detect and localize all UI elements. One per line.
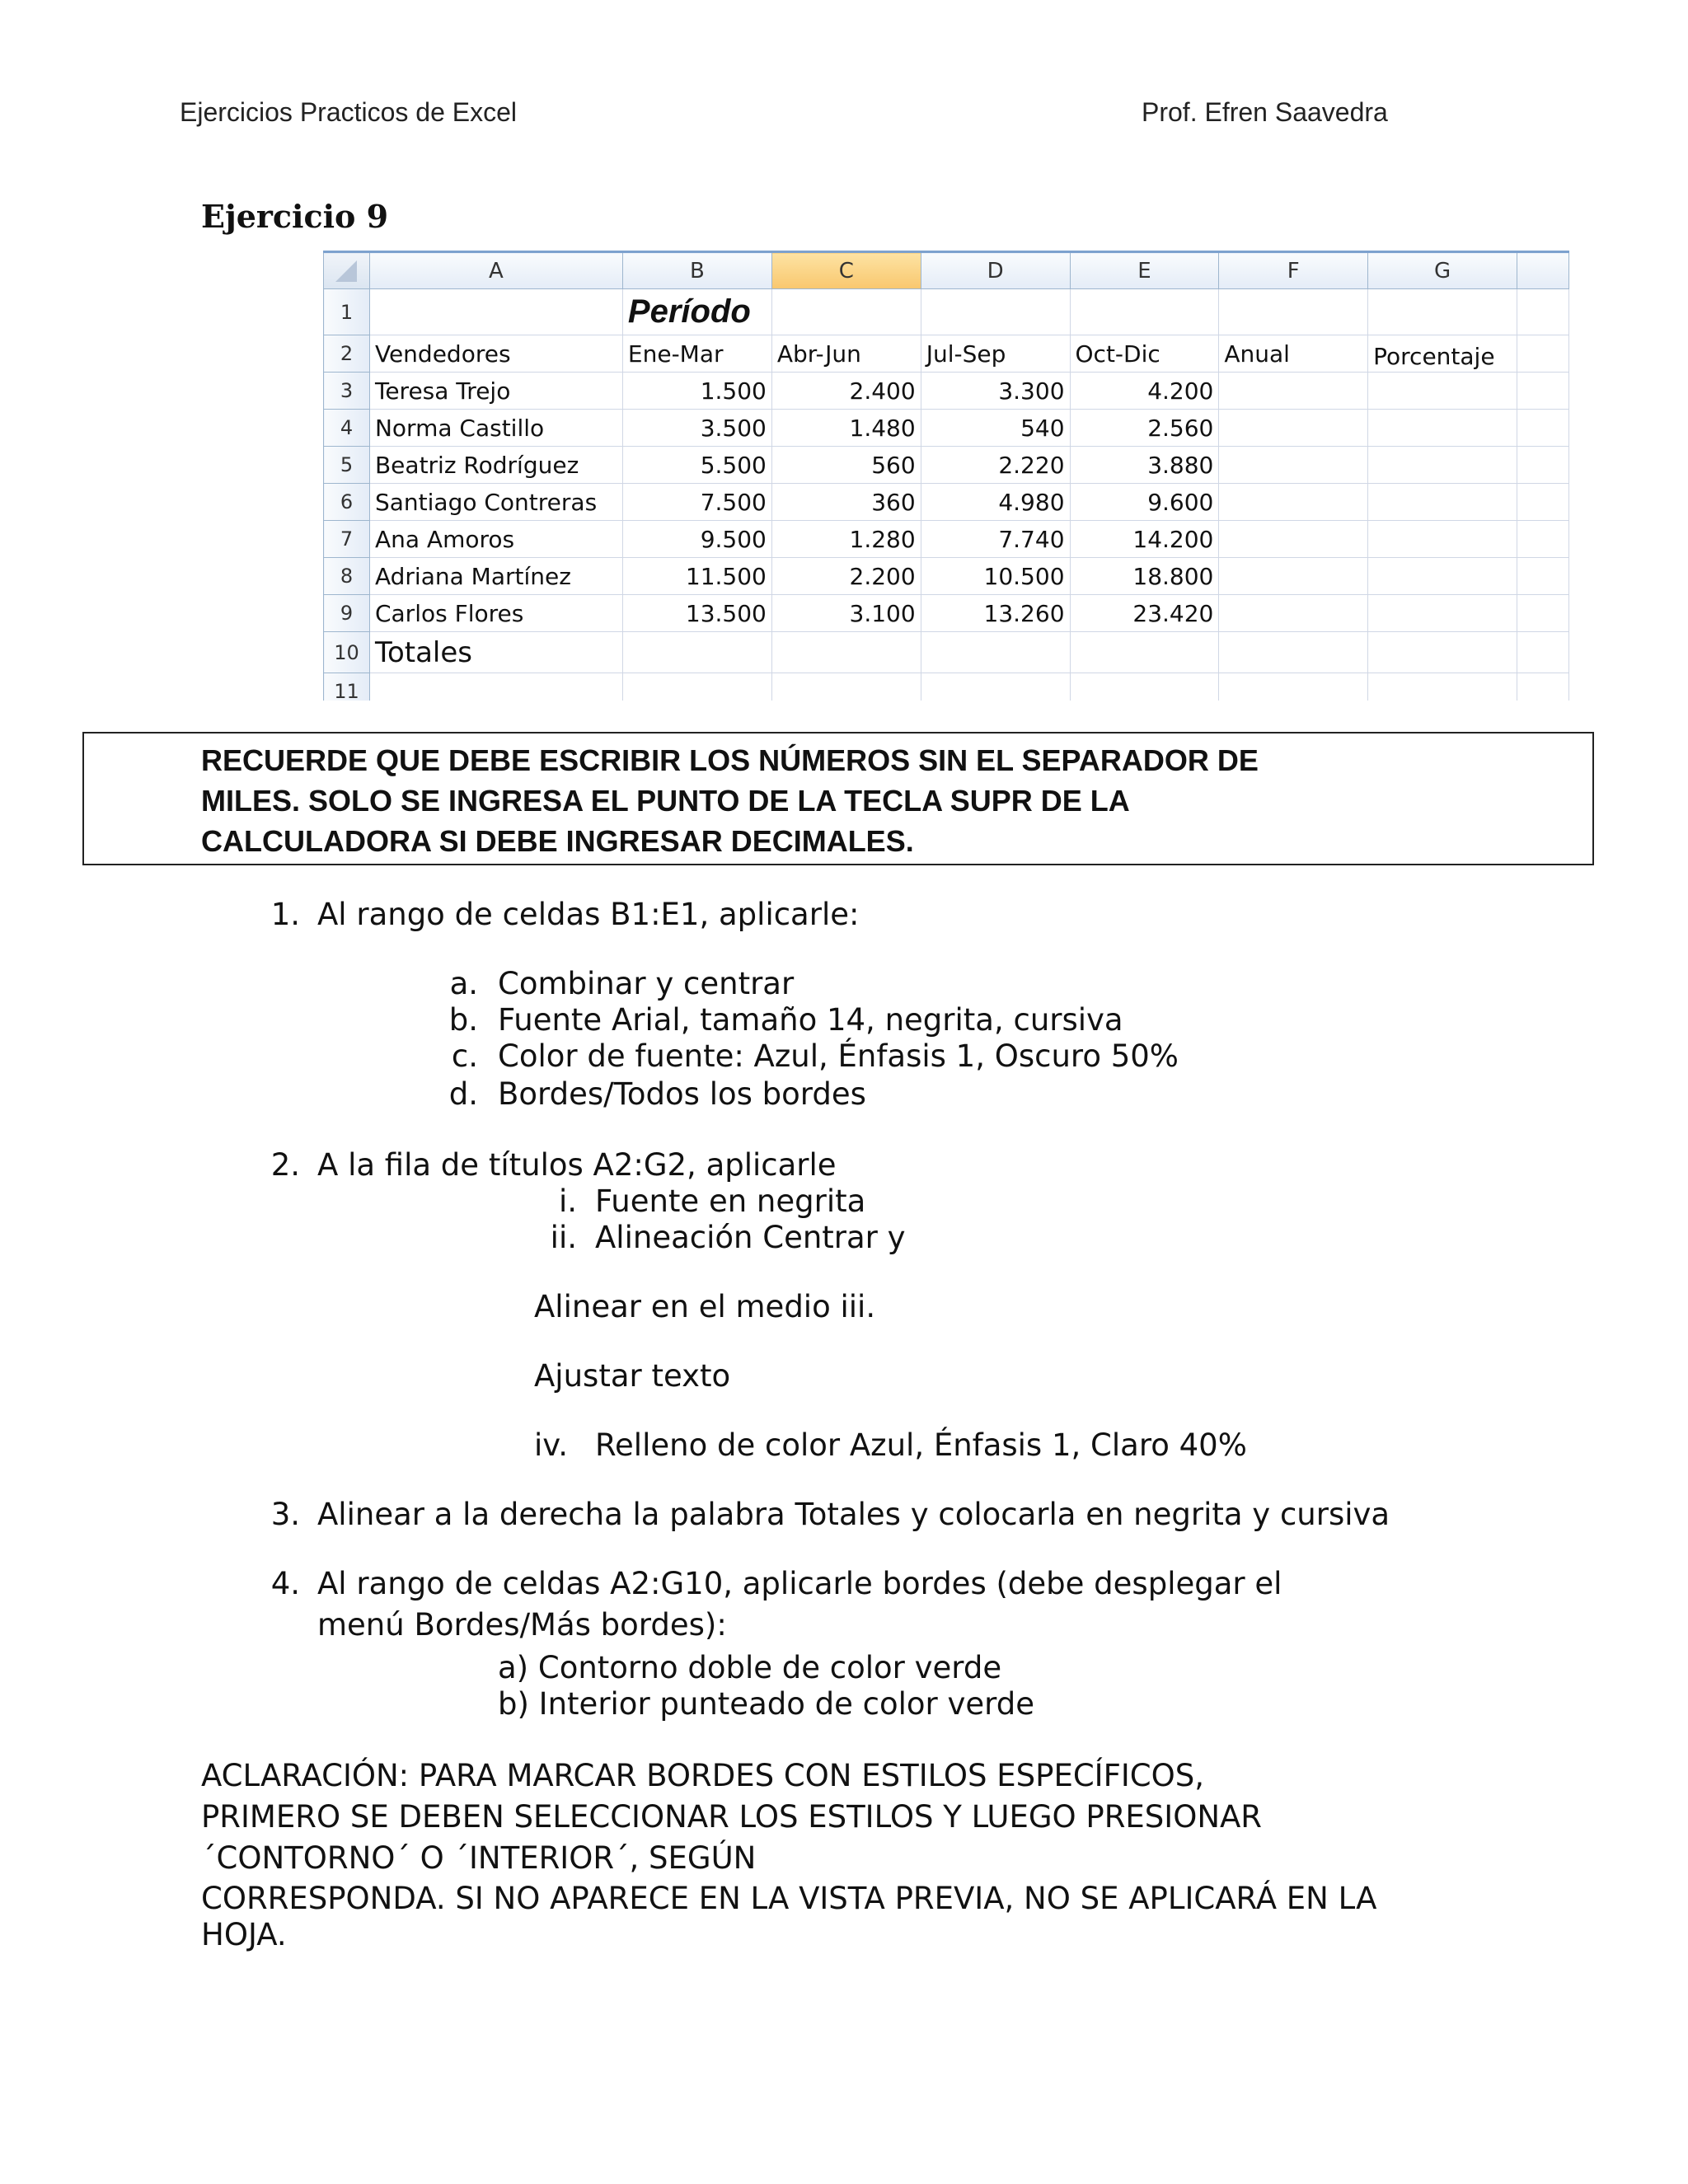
note-line: RECUERDE QUE DEBE ESCRIBIR LOS NÚMEROS SIN EL SEPARADOR DE <box>201 743 1259 777</box>
cell[interactable] <box>1219 373 1368 410</box>
list-number: 3. <box>270 1497 300 1532</box>
spreadsheet-grid <box>323 242 1569 701</box>
vendedor-cell[interactable]: Beatriz Rodríguez <box>369 447 622 484</box>
note-line: CALCULADORA SI DEBE INGRESAR DECIMALES. <box>201 824 914 858</box>
cell[interactable] <box>1219 484 1368 521</box>
sub-item: Fuente en negrita <box>595 1183 866 1219</box>
value-cell[interactable]: 2.560 <box>1070 410 1219 447</box>
cell[interactable] <box>1517 632 1569 673</box>
value-cell[interactable]: 13.500 <box>622 595 771 632</box>
col-header-f[interactable]: F <box>1219 252 1368 289</box>
sub-item: Relleno de color Azul, Énfasis 1, Claro 40% <box>595 1427 1247 1463</box>
value-cell[interactable]: 14.200 <box>1070 521 1219 558</box>
sub-item: Alinear en el medio iii. <box>534 1289 876 1324</box>
value-cell[interactable]: 9.600 <box>1070 484 1219 521</box>
cell[interactable] <box>1219 521 1368 558</box>
value-cell[interactable]: 1.500 <box>622 373 771 410</box>
header-right: Prof. Efren Saavedra <box>1142 97 1388 127</box>
cell[interactable] <box>369 673 622 701</box>
row-header[interactable]: 5 <box>324 447 370 484</box>
spreadsheet-image <box>323 242 1569 701</box>
row-header[interactable]: 8 <box>324 558 370 595</box>
list-number: 4. <box>270 1566 300 1601</box>
cell-totales[interactable]: Totales <box>369 632 622 673</box>
value-cell[interactable]: 7.500 <box>622 484 771 521</box>
cell[interactable] <box>1368 595 1517 632</box>
sub-item: Color de fuente: Azul, Énfasis 1, Oscuro 50% <box>498 1038 1179 1074</box>
instruction-2: A la fila de títulos A2:G2, aplicarle <box>317 1147 837 1183</box>
row-header[interactable]: 6 <box>324 484 370 521</box>
cell[interactable] <box>1219 289 1368 335</box>
cell[interactable] <box>1517 673 1569 701</box>
value-cell[interactable]: 4.980 <box>921 484 1070 521</box>
cell[interactable] <box>1517 558 1569 595</box>
cell[interactable] <box>1219 595 1368 632</box>
cell[interactable] <box>771 673 921 701</box>
value-cell[interactable]: 3.500 <box>622 410 771 447</box>
sub-item: Fuente Arial, tamaño 14, negrita, cursiva <box>498 1002 1123 1038</box>
value-cell[interactable]: 1.480 <box>771 410 921 447</box>
exercise-title: Ejercicio 9 <box>201 198 389 235</box>
header-left: Ejercicios Practicos de Excel <box>180 97 518 127</box>
cell[interactable] <box>921 289 1070 335</box>
row-header[interactable]: 10 <box>324 632 370 673</box>
value-cell[interactable]: 3.880 <box>1070 447 1219 484</box>
col-header-g[interactable]: G <box>1368 252 1517 289</box>
title-cell[interactable]: Porcentaje <box>1368 335 1517 373</box>
cell[interactable] <box>771 289 921 335</box>
cell[interactable] <box>1517 447 1569 484</box>
instruction-3: Alinear a la derecha la palabra Totales y colocarla en negrita y cursiva <box>317 1497 1390 1532</box>
cell[interactable] <box>1219 632 1368 673</box>
cell[interactable] <box>369 289 622 335</box>
value-cell[interactable]: 13.260 <box>921 595 1070 632</box>
col-header-d[interactable]: D <box>921 252 1070 289</box>
value-cell[interactable]: 18.800 <box>1070 558 1219 595</box>
value-cell[interactable]: 5.500 <box>622 447 771 484</box>
list-number: 2. <box>270 1147 300 1183</box>
cell[interactable] <box>1219 673 1368 701</box>
row-header[interactable]: 3 <box>324 373 370 410</box>
value-cell[interactable]: 560 <box>771 447 921 484</box>
aclaracion-line: ACLARACIÓN: PARA MARCAR BORDES CON ESTILOS ESPECÍFICOS, <box>201 1758 1204 1793</box>
vendedor-cell[interactable]: Norma Castillo <box>369 410 622 447</box>
value-cell[interactable]: 10.500 <box>921 558 1070 595</box>
cell[interactable] <box>1368 673 1517 701</box>
value-cell[interactable]: 2.400 <box>771 373 921 410</box>
value-cell[interactable]: 2.200 <box>771 558 921 595</box>
aclaracion-paragraph <box>201 1755 1602 1952</box>
list-number: 1. <box>270 897 300 932</box>
sub-item: Bordes/Todos los bordes <box>498 1076 866 1112</box>
sub-item: Combinar y centrar <box>498 966 795 1001</box>
cell[interactable] <box>1517 484 1569 521</box>
list-letter: c. <box>451 1038 478 1074</box>
sub-item: a) Contorno doble de color verde <box>498 1650 1002 1685</box>
cell[interactable] <box>1070 632 1219 673</box>
cell[interactable] <box>1368 521 1517 558</box>
cell[interactable] <box>1517 373 1569 410</box>
list-roman: i. <box>558 1183 577 1219</box>
sub-item: Ajustar texto <box>534 1358 731 1394</box>
cell[interactable] <box>1368 410 1517 447</box>
value-cell[interactable]: 7.740 <box>921 521 1070 558</box>
aclaracion-line: HOJA. <box>201 1917 287 1952</box>
row-header[interactable]: 9 <box>324 595 370 632</box>
cell[interactable] <box>1368 632 1517 673</box>
cell-periodo[interactable]: Período <box>622 289 771 335</box>
instruction-1: Al rango de celdas B1:E1, aplicarle: <box>317 897 860 932</box>
cell[interactable] <box>1070 289 1219 335</box>
cell[interactable] <box>1368 289 1517 335</box>
title-cell[interactable]: Anual <box>1219 335 1368 373</box>
cell[interactable] <box>921 673 1070 701</box>
cell[interactable] <box>622 632 771 673</box>
col-header-c[interactable]: C <box>771 252 921 289</box>
cell[interactable] <box>1219 410 1368 447</box>
cell[interactable] <box>1517 410 1569 447</box>
value-cell[interactable]: 540 <box>921 410 1070 447</box>
instruction-4-cont: menú Bordes/Más bordes): <box>317 1607 727 1643</box>
cell[interactable] <box>1517 521 1569 558</box>
row-header[interactable]: 7 <box>324 521 370 558</box>
title-cell[interactable]: Vendedores <box>369 335 622 373</box>
value-cell[interactable]: 9.500 <box>622 521 771 558</box>
vendedor-cell[interactable]: Adriana Martínez <box>369 558 622 595</box>
cell[interactable] <box>1219 558 1368 595</box>
vendedor-cell[interactable]: Carlos Flores <box>369 595 622 632</box>
value-cell[interactable]: 4.200 <box>1070 373 1219 410</box>
sub-item: Alineación Centrar y <box>595 1220 906 1255</box>
value-cell[interactable]: 2.220 <box>921 447 1070 484</box>
note-text <box>201 740 1520 861</box>
cell[interactable] <box>1368 558 1517 595</box>
value-cell[interactable]: 3.300 <box>921 373 1070 410</box>
cell[interactable] <box>1368 373 1517 410</box>
row-header[interactable]: 2 <box>324 335 370 373</box>
list-letter: b. <box>448 1002 478 1038</box>
col-header-b[interactable]: B <box>622 252 771 289</box>
cell[interactable] <box>1517 289 1569 335</box>
cell[interactable] <box>921 632 1070 673</box>
list-letter: d. <box>448 1076 478 1112</box>
vendedor-cell[interactable]: Teresa Trejo <box>369 373 622 410</box>
cell[interactable] <box>1070 673 1219 701</box>
vendedor-cell[interactable]: Ana Amoros <box>369 521 622 558</box>
vendedor-cell[interactable]: Santiago Contreras <box>369 484 622 521</box>
cell[interactable] <box>1219 447 1368 484</box>
list-letter: a. <box>449 966 478 1001</box>
cell[interactable] <box>1517 595 1569 632</box>
aclaracion-line: CORRESPONDA. SI NO APARECE EN LA VISTA PREVIA, NO SE APLICARÁ EN LA <box>201 1881 1377 1916</box>
list-roman: ii. <box>550 1220 577 1255</box>
select-all-corner[interactable] <box>324 252 370 289</box>
sub-item: b) Interior punteado de color verde <box>498 1686 1034 1722</box>
list-roman: iv. <box>534 1427 569 1463</box>
value-cell[interactable]: 11.500 <box>622 558 771 595</box>
note-line: MILES. SOLO SE INGRESA EL PUNTO DE LA TECLA SUPR DE LA <box>201 784 1130 818</box>
instruction-4: Al rango de celdas A2:G10, aplicarle bordes (debe desplegar el <box>317 1566 1282 1601</box>
row-header[interactable]: 11 <box>324 673 370 701</box>
cell[interactable] <box>622 673 771 701</box>
col-header-e[interactable]: E <box>1070 252 1219 289</box>
title-cell[interactable]: Abr-Jun <box>771 335 921 373</box>
cell[interactable] <box>1517 335 1569 373</box>
aclaracion-line: PRIMERO SE DEBEN SELECCIONAR LOS ESTILOS Y LUEGO PRESIONAR <box>201 1799 1263 1835</box>
row-header[interactable]: 4 <box>324 410 370 447</box>
cell[interactable] <box>771 632 921 673</box>
cell[interactable] <box>1368 484 1517 521</box>
value-cell[interactable]: 3.100 <box>771 595 921 632</box>
value-cell[interactable]: 360 <box>771 484 921 521</box>
title-cell[interactable]: Oct-Dic <box>1070 335 1219 373</box>
value-cell[interactable]: 1.280 <box>771 521 921 558</box>
cell[interactable] <box>1368 447 1517 484</box>
aclaracion-line: ´CONTORNO´ O ´INTERIOR´, SEGÚN <box>201 1840 757 1876</box>
title-cell[interactable]: Jul-Sep <box>921 335 1070 373</box>
col-header-a[interactable]: A <box>369 252 622 289</box>
title-cell[interactable]: Ene-Mar <box>622 335 771 373</box>
col-header-h[interactable] <box>1517 252 1569 289</box>
row-header[interactable]: 1 <box>324 289 370 335</box>
value-cell[interactable]: 23.420 <box>1070 595 1219 632</box>
